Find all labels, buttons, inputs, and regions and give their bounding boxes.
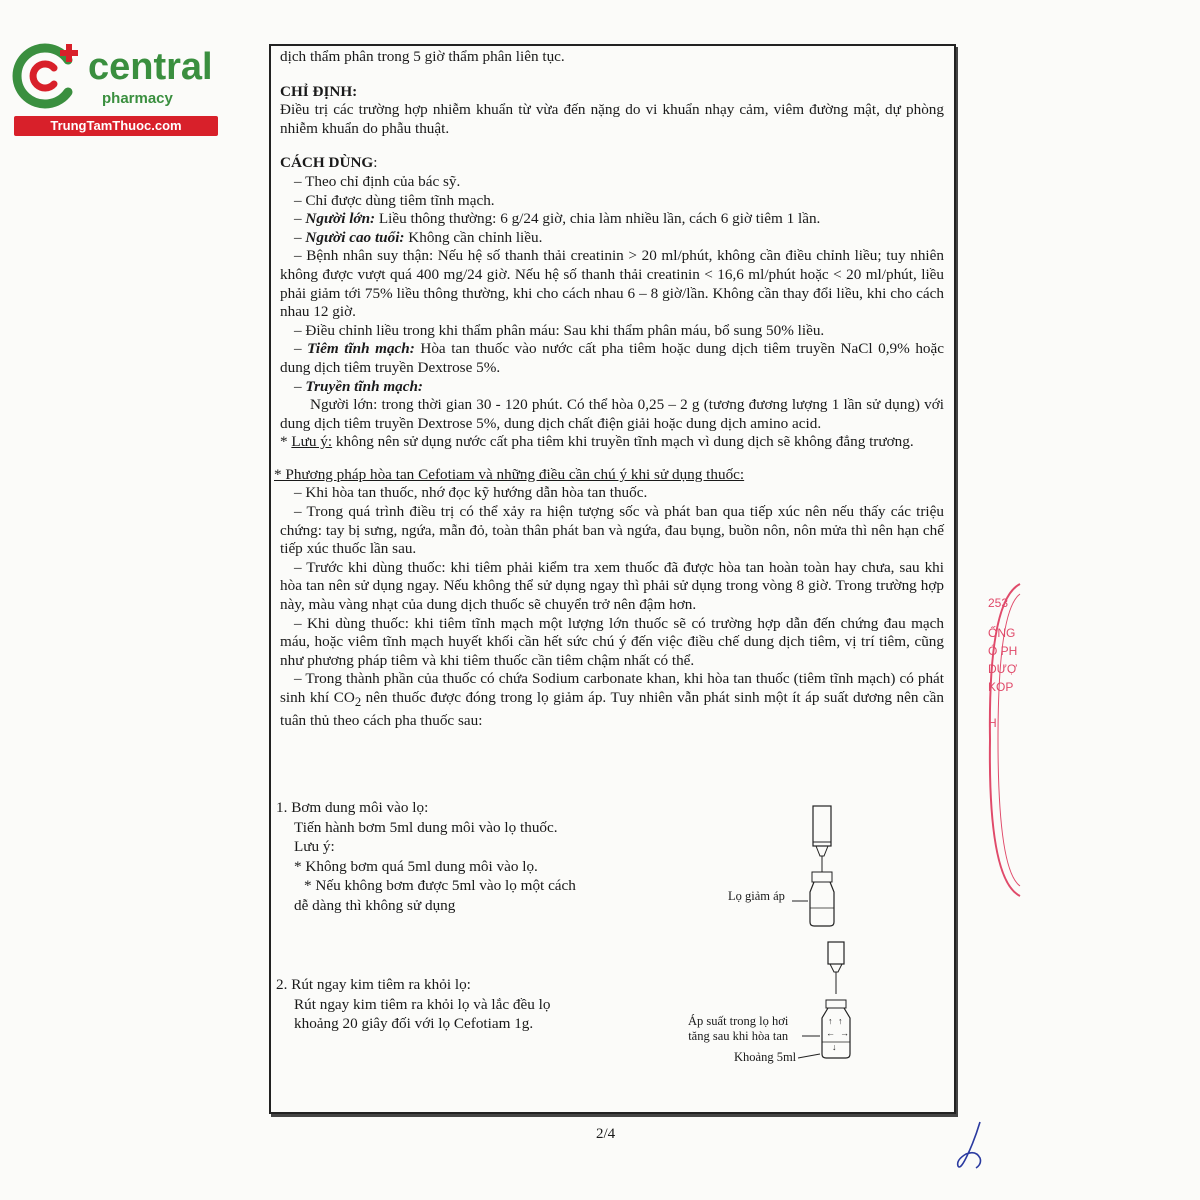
svg-text:↑: ↑ xyxy=(838,1016,843,1026)
cach-dung-item-3 xyxy=(280,210,944,229)
signature-icon xyxy=(950,1118,990,1178)
heading-chi-dinh: CHỈ ĐỊNH: xyxy=(280,82,358,100)
step-2-title: 2. Rút ngay kim tiêm ra khỏi lọ: xyxy=(276,976,471,993)
cach-dung-colon: : xyxy=(373,154,378,172)
cach-dung-item-6: – Điều chỉnh liều trong khi thẩm phân máu: Sau khi thẩm phân máu, bổ sung 50% liều. xyxy=(294,321,825,339)
stamp-fragment-5: KOP xyxy=(988,680,1014,694)
cach-dung-item-8 xyxy=(280,378,944,397)
pp-item-3: – Trước khi dùng thuốc: khi tiêm phải kiểm tra xem thuốc đã được hòa tan hoàn toàn hay chưa, sau khi hòa tan nên sử dụng ngay. Nếu không thể sử dụng ngay thì phải sử dụng trong vòng 8 giờ. Trong trường hợp này, màu vàng nhạt của dung dịch thuốc sẽ chuyển trở nên đậm hơn. xyxy=(280,558,944,614)
step-1-c: * Không bơm quá 5ml dung môi vào lọ. xyxy=(294,857,538,875)
dash: – xyxy=(294,210,306,228)
label-truyen-tinh-mach: Truyền tĩnh mạch: xyxy=(305,377,423,395)
stamp-fragment-6: H xyxy=(988,716,997,730)
stamp-fragment-3: Ó PH xyxy=(988,644,1018,658)
step-1-a: Tiến hành bơm 5ml dung môi vào lọ thuốc. xyxy=(294,818,558,836)
cach-dung-heading: CÁCH DÙNG xyxy=(280,154,374,172)
pp-item-2: – Trong quá trình điều trị có thể xảy ra hiện tượng sốc và phát ban qua tiếp xúc nên nếu thấy các triệu chứng: tay bị sưng, ngứa, mẫn đỏ, toàn thân phát ban và ngứa, đau bụng, buồn nôn, nôn mửa thì nên hạn chế tiếp xúc thuốc lần sau. xyxy=(280,503,944,558)
brand-site[interactable]: TrungTamThuoc.com xyxy=(14,116,218,136)
svg-text:→: → xyxy=(840,1028,849,1038)
step-1-d: * Nếu không bơm được 5ml vào lọ một cách xyxy=(304,877,576,894)
dash: – xyxy=(294,228,306,246)
intro-line: dịch thẩm phân trong 5 giờ thẩm phân liên tục. xyxy=(280,48,565,65)
svg-text:←: ← xyxy=(826,1028,835,1038)
stamp-fragment-1: 253 xyxy=(988,596,1009,610)
text-nguoi-cao-tuoi: Không cần chỉnh liều. xyxy=(404,228,543,246)
text-tiem-tinh-mach: Hòa tan thuốc vào nước cất pha tiêm hoặc dung dịch tiêm truyền NaCl 0,9% hoặc dung dịch tiêm truyền Dextrose 5%. xyxy=(280,340,944,376)
svg-text:↓: ↓ xyxy=(832,1042,837,1052)
luu-y-star: * xyxy=(280,433,292,451)
pp5-a: – Trong thành phần của thuốc có chứa Sodium carbonate khan, khi hòa tan thuốc (tiêm tĩnh mạch) có phát sinh khí CO xyxy=(280,670,944,706)
text-nguoi-lon: Liều thông thường: 6 g/24 giờ, chia làm nhiều lần, cách 6 giờ tiêm 1 lần. xyxy=(375,210,821,228)
svg-text:↑: ↑ xyxy=(828,1016,833,1026)
step-2-a: Rút ngay kim tiêm ra khỏi lọ và lắc đều lọ xyxy=(294,995,551,1013)
label-pressure-2: tăng sau khi hòa tan xyxy=(688,1029,789,1043)
cach-dung-item-5: – Bệnh nhân suy thận: Nếu hệ số thanh thải creatinin > 20 ml/phút, không cần điều chỉnh liều; tuy nhiên không được vượt quá 400 mg/24 giờ. Nếu hệ số thanh thải creatinin < 16,6 ml/phút hoặc < 20 ml/phút, liều phải giảm tới 75% liều thông thường, khi cho cách nhau 6 – 8 giờ/lần. Không cần thay đổi liều, khi cho cách nhau 12 giờ. xyxy=(280,247,944,321)
heading-cach-dung xyxy=(280,154,944,173)
pp-item-5 xyxy=(280,670,944,730)
vial-withdraw-diagram xyxy=(680,938,880,1078)
pp-heading: * Phương pháp hòa tan Cefotiam và những điều cần chú ý khi sử dụng thuốc: xyxy=(274,465,745,483)
vial-injection-diagram xyxy=(700,800,880,935)
pp5-b: nên thuốc được đóng trong lọ giảm áp. Tuy nhiên vẫn phát sinh một ít áp suất dương nên cần tuân thủ theo cách pha thuốc sau: xyxy=(280,689,945,729)
document-body xyxy=(274,48,945,730)
label-nguoi-lon: Người lớn: xyxy=(305,210,376,228)
truyen-tinh-mach-text: Người lớn: trong thời gian 30 - 120 phút. Có thể hòa 0,25 – 2 g (tương đương lượng 1 lần sử dụng) với dung dịch tiêm truyền Dextrose 5%, dung dịch chất điện giải hoặc dung dịch amino acid. xyxy=(280,396,944,432)
preparation-steps xyxy=(276,798,676,1034)
step-1-e: dễ dàng thì không sử dụng xyxy=(294,896,456,914)
syringe-vial-icon xyxy=(700,800,880,935)
label-vial: Lọ giảm áp xyxy=(728,889,785,903)
luu-y-label: Lưu ý: xyxy=(291,433,333,451)
label-volume: Khoảng 5ml xyxy=(734,1050,797,1064)
label-nguoi-cao-tuoi: Người cao tuổi: xyxy=(305,228,405,246)
stamp-fragment-2: ỐNG xyxy=(988,626,1016,640)
brand-name: central xyxy=(88,46,213,88)
label-tiem-tinh-mach: Tiêm tĩnh mạch: xyxy=(307,340,415,358)
cach-dung-item-4 xyxy=(280,229,944,248)
step-2-b: khoảng 20 giây đối với lọ Cefotiam 1g. xyxy=(294,1015,534,1032)
label-pressure-1: Áp suất trong lọ hơi xyxy=(688,1014,789,1028)
chi-dinh-text: Điều trị các trường hợp nhiễm khuẩn từ vừa đến nặng do vi khuẩn nhạy cảm, viêm đường mật, dự phòng nhiễm khuẩn do phẫu thuật. xyxy=(280,101,944,137)
pp5-sub: 2 xyxy=(354,695,362,710)
page-number: 2/4 xyxy=(596,1126,616,1142)
pp-item-4: – Khi dùng thuốc: khi tiêm tĩnh mạch một lượng lớn thuốc sẽ có trường hợp dẫn đến chứng đau mạch máu, hoặc viêm tĩnh mạch huyết khối cần hết sức chú ý đến việc điều chế dung dịch tiêm, vị trí tiêm, cũng như phương pháp tiêm và khi tiêm thuốc cần tiêm chậm nhất có thể. xyxy=(280,614,944,669)
cach-dung-item-2: – Chỉ được dùng tiêm tĩnh mạch. xyxy=(294,191,495,209)
red-stamp xyxy=(984,580,1024,900)
brand-sub: pharmacy xyxy=(102,90,173,107)
step-1-title: 1. Bơm dung môi vào lọ: xyxy=(276,799,429,816)
dash: – xyxy=(294,340,308,358)
pp-item-1: – Khi hòa tan thuốc, nhớ đọc kỹ hướng dẫn hòa tan thuốc. xyxy=(294,484,648,502)
stamp-fragment-4: DƯỢ xyxy=(988,662,1018,676)
luu-y-note xyxy=(280,433,944,452)
cach-dung-item-1: – Theo chỉ định của bác sỹ. xyxy=(294,172,461,190)
label-pressure xyxy=(688,1014,788,1044)
step-1-b: Lưu ý: xyxy=(294,838,335,855)
logo-mark-icon xyxy=(10,38,86,114)
cach-dung-item-7 xyxy=(280,340,944,377)
central-pharmacy-logo[interactable] xyxy=(10,38,220,138)
dash: – xyxy=(294,377,306,395)
luu-y-text: không nên sử dụng nước cất pha tiêm khi truyền tĩnh mạch vì dung dịch sẽ không đẳng trương. xyxy=(332,433,914,451)
